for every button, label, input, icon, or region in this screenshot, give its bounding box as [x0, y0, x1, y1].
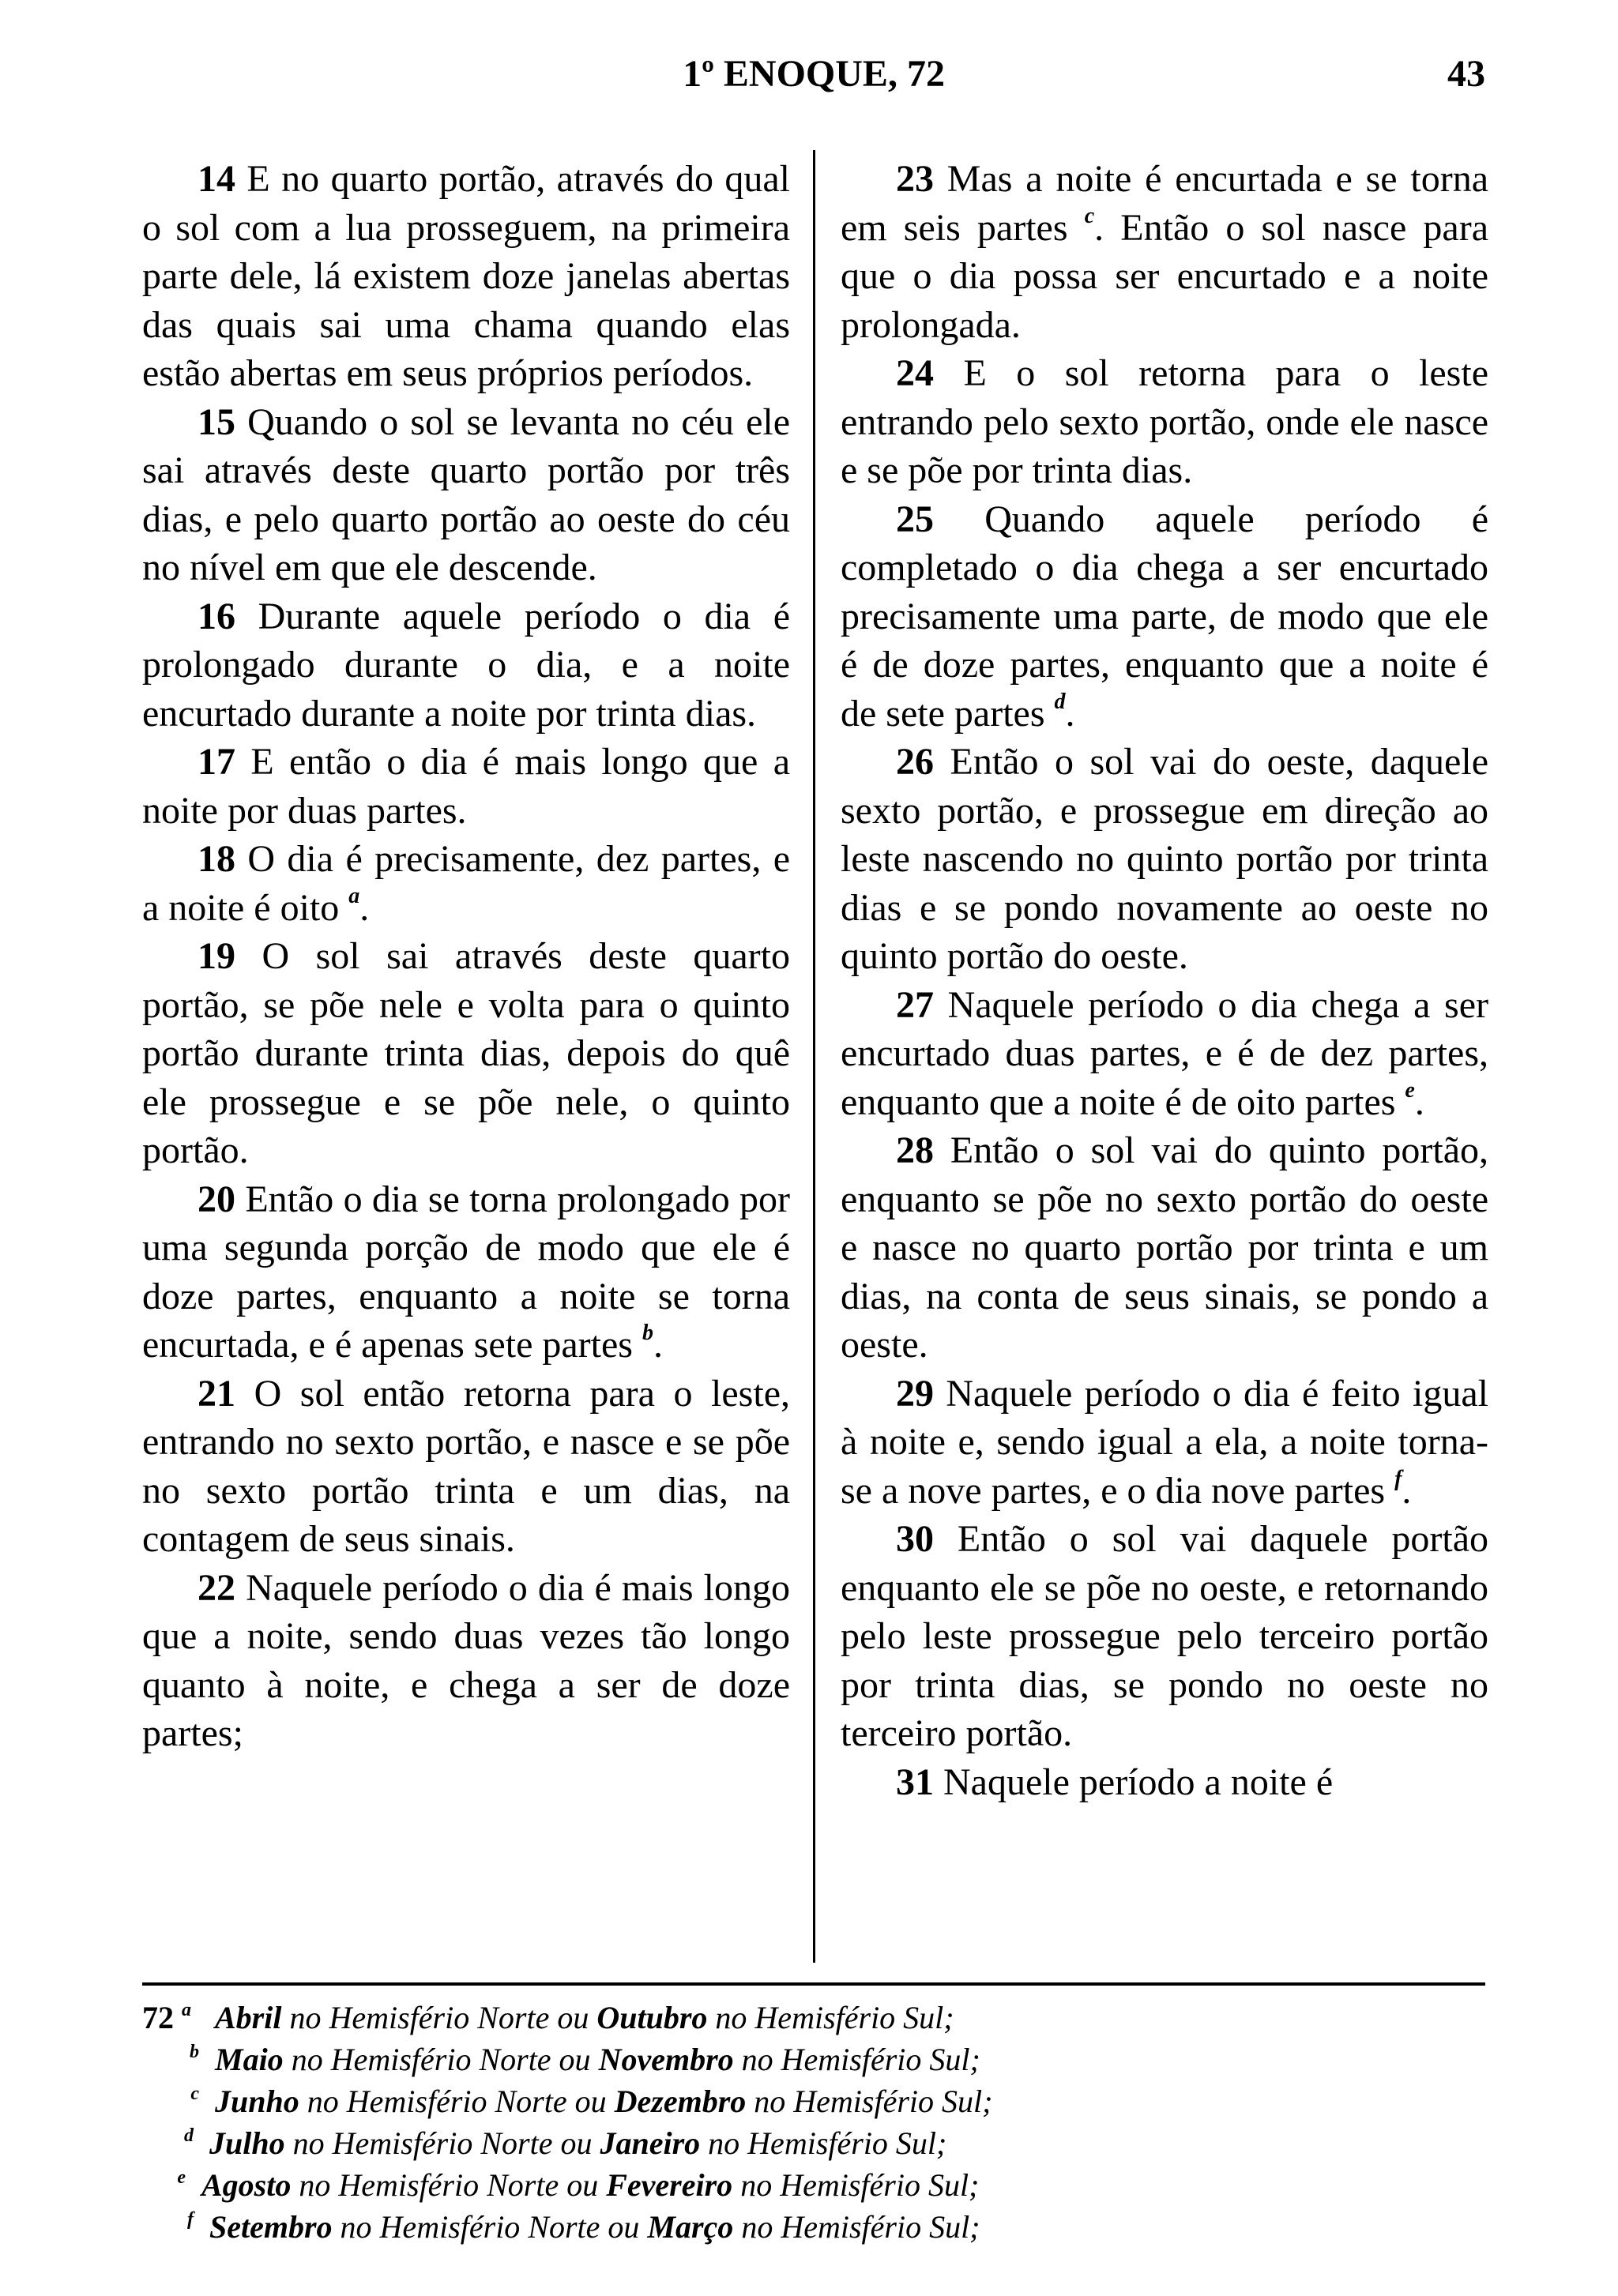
- verse-number: 25: [896, 498, 934, 540]
- verse-27: [841, 981, 1488, 1127]
- verse-20: [142, 1175, 790, 1370]
- verse-text: O sol sai através deste quarto portão, se põe nele e volta para o quinto portão durante trinta dias, depois do quê ele prossegue e se põe nele, o quinto portão.: [142, 935, 791, 1171]
- footnotes: [142, 1997, 1485, 2248]
- footnote-chapter: 72: [142, 2000, 174, 2035]
- footnote-text: no Hemisfério Sul;: [754, 2084, 993, 2119]
- verse-text: Quando aquele período é completado o dia chega a ser encurtado precisamente uma parte, de modo que ele é de doze partes, enquanto que a noite é de sete partes: [841, 498, 1488, 735]
- verse-16: [142, 592, 790, 738]
- verse-tail: .: [653, 1324, 663, 1366]
- month-north: Maio: [215, 2042, 284, 2077]
- verse-tail: .: [1065, 692, 1075, 735]
- verse-text: O sol então retorna para o leste, entrando no sexto portão, e nasce e se põe no sexto portão trinta e um dias, na contagem de seus sinais.: [142, 1372, 791, 1560]
- verse-number: 31: [896, 1761, 934, 1803]
- footnote-mark: b: [190, 2042, 199, 2062]
- footnote-text: no Hemisfério Norte ou: [299, 2167, 599, 2203]
- footnote-mark: e: [1405, 1077, 1415, 1103]
- footnote-text: no Hemisfério Sul;: [740, 2167, 980, 2203]
- footnote-text: no Hemisfério Norte ou: [292, 2125, 593, 2161]
- verse-number: 26: [896, 741, 934, 783]
- month-north: Abril: [215, 2000, 282, 2035]
- verse-18: [142, 835, 790, 932]
- verse-tail: .: [1414, 1080, 1424, 1123]
- verse-number: 16: [198, 595, 235, 637]
- verse-29: [841, 1370, 1488, 1516]
- month-north: Setembro: [209, 2209, 333, 2245]
- footnote-label: [142, 2164, 201, 2206]
- footnote-f: [142, 2206, 1485, 2248]
- verse-number: 20: [198, 1178, 235, 1220]
- month-south: Novembro: [598, 2042, 734, 2077]
- verse-text: E no quarto portão, através do qual o sol com a lua prosseguem, na primeira parte dele, lá existem doze janelas abertas das quais sai uma chama quando elas estão abertas em seus próprios períodos.: [142, 158, 791, 394]
- footnote-c: [142, 2080, 1485, 2122]
- verse-text: Então o sol vai do quinto portão, enquanto se põe no sexto portão do oeste e nasce no quarto portão por trinta e um dias, na conta de seus sinais, se pondo a oeste.: [841, 1129, 1488, 1366]
- verse-text: Quando o sol se levanta no céu ele sai através deste quarto portão por três dias, e pelo quarto portão ao oeste do céu no nível em que ele descende.: [142, 400, 791, 588]
- verse-23: [841, 155, 1488, 349]
- verse-text: Naquele período o dia é mais longo que a noite, sendo duas vezes tão longo quanto à noite, e chega a ser de doze partes;: [142, 1566, 790, 1754]
- footnote-label: [142, 2122, 209, 2164]
- month-south: Dezembro: [614, 2084, 747, 2119]
- footnote-text: no Hemisfério Norte ou: [307, 2084, 607, 2119]
- verse-text: E o sol retorna para o leste entrando pelo sexto portão, onde ele nasce e se põe por trinta dias.: [841, 352, 1489, 491]
- verse-text: O dia é precisamente, dez partes, e a noite é oito: [142, 838, 791, 929]
- verse-17: [142, 738, 790, 835]
- footnote-label: [142, 2039, 215, 2080]
- verse-tail: .: [359, 886, 370, 929]
- month-north: Junho: [215, 2084, 299, 2119]
- verse-text: Então o sol vai do oeste, daquele sexto portão, e prossegue em direção ao leste nascendo no quinto portão por trinta dias e se pondo novamente ao oeste no quinto portão do oeste.: [841, 741, 1488, 977]
- footnote-text: no Hemisfério Norte ou: [289, 2000, 589, 2035]
- verse-text: Naquele período o dia é feito igual à noite e, sendo igual a ela, a noite torna-se a nove partes, e o dia nove partes: [841, 1372, 1489, 1512]
- page-number: 43: [1447, 53, 1485, 95]
- footnote-text: no Hemisfério Sul;: [741, 2209, 980, 2245]
- verse-number: 21: [198, 1372, 235, 1415]
- verse-text: Durante aquele período o dia é prolongado durante o dia, e a noite encurtado durante a noite por trinta dias.: [142, 595, 791, 735]
- month-south: Fevereiro: [606, 2167, 733, 2203]
- page-header: [142, 52, 1485, 107]
- verse-text: Naquele período a noite é: [943, 1761, 1334, 1803]
- month-south: Janeiro: [600, 2125, 701, 2161]
- footnote-label: [142, 1997, 215, 2039]
- page-title: 1º ENOQUE, 72: [683, 53, 945, 95]
- verse-24: [841, 349, 1488, 495]
- verse-14: [142, 155, 790, 398]
- verse-25: [841, 495, 1488, 738]
- footnote-text: no Hemisfério Sul;: [715, 2000, 954, 2035]
- footnote-b: [142, 2039, 1485, 2080]
- verse-tail: . Então o sol nasce para que o dia possa ser encurtado e a noite prolongada.: [841, 206, 1489, 346]
- verse-number: 24: [896, 352, 934, 394]
- footnote-mark: f: [1394, 1466, 1402, 1491]
- footnote-label: [142, 2080, 215, 2122]
- verse-21: [142, 1370, 790, 1564]
- footnote-a: [142, 1997, 1485, 2039]
- verse-number: 19: [198, 935, 235, 977]
- footnote-mark: c: [190, 2084, 199, 2104]
- verse-30: [841, 1515, 1488, 1758]
- verse-text: Naquele período o dia chega a ser encurtado duas partes, e é de dez partes, enquanto que a noite é de oito partes: [841, 983, 1489, 1123]
- verse-text: E então o dia é mais longo que a noite por duas partes.: [142, 741, 791, 832]
- verse-tail: .: [1402, 1469, 1412, 1512]
- verse-text: Mas a noite é encurtada e se torna em seis partes: [841, 158, 1489, 249]
- verse-number: 27: [896, 983, 934, 1026]
- month-south: Outubro: [596, 2000, 708, 2035]
- month-north: Agosto: [201, 2167, 292, 2203]
- verse-28: [841, 1126, 1488, 1370]
- verse-15: [142, 398, 790, 592]
- month-south: Março: [647, 2209, 734, 2245]
- footnote-text: no Hemisfério Norte ou: [340, 2209, 640, 2245]
- footnote-text: no Hemisfério Norte ou: [291, 2042, 591, 2077]
- footnote-text: no Hemisfério Sul;: [741, 2042, 980, 2077]
- column-divider: [813, 150, 815, 1963]
- verse-number: 18: [198, 838, 235, 880]
- verse-number: 15: [198, 400, 235, 443]
- right-column: [841, 155, 1488, 1806]
- verse-number: 28: [896, 1129, 934, 1171]
- verse-22: [142, 1564, 790, 1758]
- verse-text: Então o dia se torna prolongado por uma segunda porção de modo que ele é doze partes, enquanto a noite se torna encurtada, e é apenas sete partes: [142, 1178, 790, 1366]
- verse-number: 14: [198, 158, 235, 200]
- verse-26: [841, 738, 1488, 981]
- footnote-text: no Hemisfério Sul;: [708, 2125, 947, 2161]
- verse-31: [841, 1758, 1488, 1807]
- footnote-mark: a: [182, 2000, 191, 2020]
- verse-text: Então o sol vai daquele portão enquanto ele se põe no oeste, e retornando pelo leste prossegue pelo terceiro portão por trinta dias, se pondo no oeste no terceiro portão.: [841, 1518, 1488, 1754]
- verse-19: [142, 932, 790, 1175]
- footnote-d: [142, 2122, 1485, 2164]
- footnote-mark: a: [348, 883, 360, 908]
- verse-number: 22: [198, 1566, 235, 1609]
- footnote-mark: e: [177, 2167, 186, 2188]
- left-column: [142, 155, 790, 1758]
- verse-number: 17: [198, 741, 235, 783]
- footnote-mark: d: [184, 2125, 194, 2146]
- footnote-label: [142, 2206, 209, 2248]
- footnote-mark: d: [1054, 689, 1066, 714]
- verse-number: 29: [896, 1372, 934, 1415]
- footnote-mark: b: [642, 1321, 653, 1345]
- footnote-e: [142, 2164, 1485, 2206]
- month-north: Julho: [209, 2125, 285, 2161]
- verse-number: 30: [896, 1518, 934, 1560]
- footnote-divider: [142, 1982, 1485, 1986]
- verse-number: 23: [896, 158, 934, 200]
- footnote-mark: c: [1084, 203, 1095, 228]
- footnote-mark: f: [187, 2209, 194, 2230]
